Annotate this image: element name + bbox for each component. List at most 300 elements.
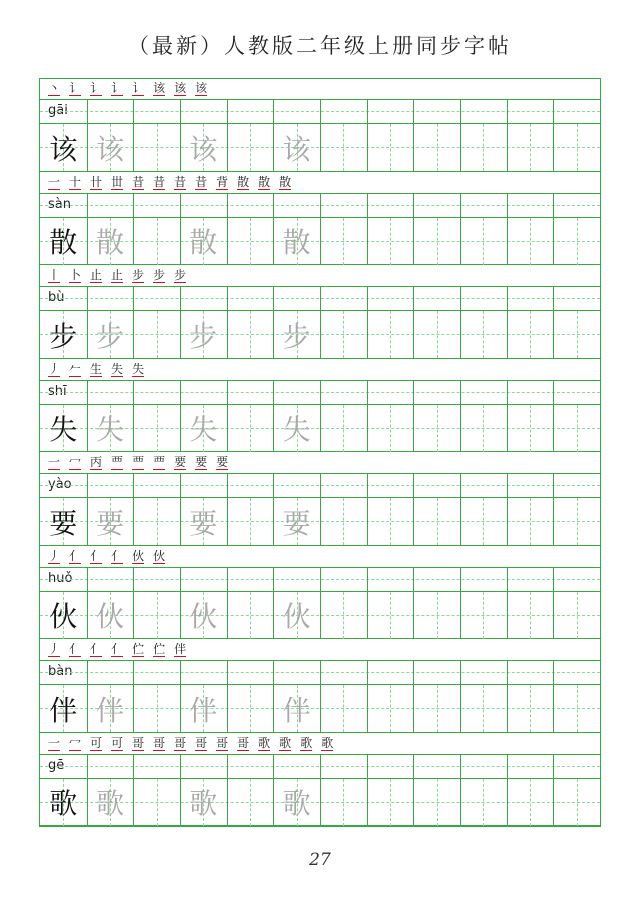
grid-center-line	[250, 218, 251, 265]
grid-center-line	[250, 124, 251, 171]
stroke-step: 生	[90, 361, 103, 376]
model-character: 散	[49, 226, 78, 259]
grid-line	[413, 592, 414, 639]
stroke-step: 步	[132, 268, 145, 282]
stroke-step: 𠂉	[69, 361, 82, 376]
grid-line	[87, 100, 88, 123]
grid-line	[87, 568, 88, 591]
grid-line	[320, 568, 321, 591]
trace-character: 该	[282, 132, 311, 166]
grid-line	[133, 287, 134, 310]
grid-center-line	[437, 685, 438, 732]
stroke-step: 昔	[195, 174, 208, 189]
grid-center-line	[437, 311, 438, 358]
grid-center-line	[437, 592, 438, 639]
grid-line	[87, 474, 88, 497]
grid-line	[87, 661, 88, 684]
stroke-step: 亻	[111, 548, 124, 563]
grid-line	[553, 779, 554, 826]
pinyin-label: gē	[48, 757, 65, 773]
grid-line	[553, 100, 554, 123]
grid-line	[227, 287, 228, 310]
grid-line	[507, 287, 508, 310]
stroke-step: 可	[90, 735, 103, 750]
grid-center-line	[390, 592, 391, 639]
model-character: 步	[49, 319, 78, 353]
character-block	[40, 640, 600, 734]
grid-line	[367, 685, 368, 732]
grid-center-line	[437, 124, 438, 171]
grid-line	[367, 194, 368, 217]
character-block	[40, 547, 600, 641]
grid-line	[367, 592, 368, 639]
grid-center-line	[157, 779, 158, 826]
grid-center-line	[390, 311, 391, 358]
stroke-step: 散	[237, 174, 250, 189]
stroke-step: 歌	[258, 735, 271, 750]
grid-center-line	[250, 498, 251, 545]
grid-center-line	[530, 498, 531, 545]
grid-line	[460, 474, 461, 497]
grid-line	[367, 779, 368, 826]
grid-line	[553, 124, 554, 171]
grid-line	[320, 311, 321, 358]
trace-character: 伙	[282, 600, 311, 633]
grid-line	[413, 661, 414, 684]
grid-center-line	[530, 779, 531, 826]
stroke-order-row	[40, 79, 600, 100]
stroke-order-row	[40, 360, 600, 381]
character-block	[40, 266, 600, 360]
grid-center-line	[530, 124, 531, 171]
stroke-step: 讠	[69, 81, 82, 95]
grid-center-line	[483, 405, 484, 452]
grid-center-line	[577, 779, 578, 826]
stroke-step: 冖	[69, 735, 82, 750]
grid-line	[227, 474, 228, 497]
grid-center-line	[390, 405, 391, 452]
stroke-step: 卜	[69, 268, 82, 282]
grid-line	[180, 661, 181, 684]
grid-line	[273, 661, 274, 684]
stroke-step: 歌	[279, 735, 292, 750]
grid-line	[133, 100, 134, 123]
grid-center-line	[343, 685, 344, 732]
grid-center-line	[483, 592, 484, 639]
grid-line	[460, 755, 461, 778]
grid-center-line	[390, 498, 391, 545]
stroke-step: 背	[216, 174, 229, 189]
grid-line	[133, 685, 134, 732]
writing-row	[40, 218, 600, 266]
grid-center-line	[483, 124, 484, 171]
stroke-step: 要	[216, 455, 229, 469]
grid-line	[367, 218, 368, 265]
grid-line	[507, 474, 508, 497]
grid-center-line	[250, 592, 251, 639]
trace-character: 要	[95, 506, 124, 540]
grid-line	[413, 381, 414, 404]
grid-line	[507, 498, 508, 545]
grid-center-line	[530, 311, 531, 358]
grid-center-line	[157, 218, 158, 265]
trace-character: 该	[95, 132, 124, 166]
grid-line	[320, 194, 321, 217]
grid-center-line	[157, 124, 158, 171]
trace-character: 步	[282, 319, 311, 353]
grid-center-line	[157, 311, 158, 358]
grid-line	[367, 287, 368, 310]
pinyin-row	[40, 474, 600, 498]
pinyin-label: shī	[48, 383, 67, 399]
grid-line	[133, 405, 134, 452]
grid-line	[133, 194, 134, 217]
page-number: 27	[309, 850, 331, 870]
grid-center-line	[390, 218, 391, 265]
grid-center-line	[343, 592, 344, 639]
stroke-step: 步	[174, 268, 187, 282]
grid-line	[227, 498, 228, 545]
writing-row	[40, 592, 600, 640]
model-character: 该	[49, 132, 78, 166]
grid-line	[460, 592, 461, 639]
grid-center-line	[343, 498, 344, 545]
stroke-step: 讠	[90, 81, 103, 95]
grid-line	[553, 287, 554, 310]
grid-line	[367, 568, 368, 591]
trace-character: 步	[95, 319, 124, 353]
grid-line	[553, 194, 554, 217]
stroke-order-row	[40, 453, 600, 474]
trace-character: 歌	[189, 787, 218, 820]
grid-center-line	[577, 685, 578, 732]
trace-character: 伴	[189, 693, 218, 727]
grid-line	[553, 592, 554, 639]
grid-line	[413, 405, 414, 452]
stroke-step: 伫	[132, 642, 145, 656]
grid-line	[180, 381, 181, 404]
grid-line	[413, 124, 414, 171]
grid-line	[460, 498, 461, 545]
stroke-order-row	[40, 640, 600, 661]
stroke-step: 卄	[90, 174, 103, 189]
stroke-step: 昔	[174, 174, 187, 189]
grid-line	[507, 755, 508, 778]
grid-line	[413, 498, 414, 545]
trace-character: 伙	[189, 600, 218, 633]
trace-character: 散	[95, 226, 124, 259]
grid-line	[320, 100, 321, 123]
grid-center-line	[483, 218, 484, 265]
pinyin-label: gāi	[48, 103, 68, 118]
grid-center-line	[577, 311, 578, 358]
grid-line	[320, 755, 321, 778]
grid-line	[507, 311, 508, 358]
grid-center-line	[343, 405, 344, 452]
grid-line	[367, 381, 368, 404]
pinyin-label: bàn	[48, 664, 73, 679]
pinyin-label: huǒ	[48, 570, 73, 586]
trace-character: 失	[95, 413, 124, 446]
model-character: 歌	[49, 787, 78, 820]
grid-line	[87, 194, 88, 217]
grid-line	[507, 661, 508, 684]
stroke-step: 哥	[216, 735, 229, 750]
grid-line	[460, 661, 461, 684]
grid-center-line	[157, 405, 158, 452]
stroke-step: 哥	[195, 735, 208, 750]
grid-line	[180, 194, 181, 217]
grid-line	[507, 218, 508, 265]
grid-center-line	[530, 685, 531, 732]
pinyin-label: bù	[48, 290, 65, 305]
stroke-step: 可	[111, 735, 124, 750]
grid-line	[553, 568, 554, 591]
stroke-step: 丿	[48, 548, 61, 563]
stroke-step: 讠	[132, 81, 145, 95]
writing-row	[40, 311, 600, 359]
trace-character: 散	[282, 226, 311, 259]
grid-line	[507, 685, 508, 732]
grid-line	[320, 592, 321, 639]
stroke-step: 伙	[153, 548, 166, 563]
grid-line	[460, 124, 461, 171]
grid-line	[413, 287, 414, 310]
stroke-order-row	[40, 266, 600, 287]
stroke-step: 冖	[69, 455, 82, 469]
grid-center-line	[250, 685, 251, 732]
grid-line	[320, 661, 321, 684]
writing-row	[40, 498, 600, 546]
grid-line	[460, 311, 461, 358]
stroke-step: 哥	[174, 735, 187, 750]
grid-line	[507, 405, 508, 452]
stroke-step: 十	[69, 174, 82, 189]
stroke-order-row	[40, 547, 600, 568]
writing-row	[40, 685, 600, 733]
grid-line	[460, 685, 461, 732]
character-block	[40, 79, 600, 173]
grid-center-line	[250, 779, 251, 826]
grid-line	[367, 124, 368, 171]
grid-line	[413, 755, 414, 778]
grid-line	[273, 381, 274, 404]
grid-line	[133, 592, 134, 639]
grid-line	[133, 661, 134, 684]
grid-line	[227, 568, 228, 591]
grid-line	[320, 474, 321, 497]
grid-center-line	[483, 498, 484, 545]
grid-line	[133, 568, 134, 591]
grid-center-line	[250, 405, 251, 452]
grid-line	[133, 498, 134, 545]
stroke-step: 歌	[300, 735, 313, 750]
grid-line	[553, 311, 554, 358]
grid-center-line	[343, 218, 344, 265]
character-block	[40, 453, 600, 547]
stroke-step: 亻	[69, 642, 82, 656]
pinyin-row	[40, 194, 600, 218]
grid-line	[320, 381, 321, 404]
stroke-step: 丨	[48, 268, 61, 282]
grid-line	[133, 755, 134, 778]
stroke-step: 亻	[90, 548, 103, 563]
grid-center-line	[437, 498, 438, 545]
grid-line	[227, 779, 228, 826]
grid-line	[133, 124, 134, 171]
grid-line	[413, 100, 414, 123]
grid-line	[367, 474, 368, 497]
grid-line	[367, 498, 368, 545]
grid-center-line	[437, 218, 438, 265]
grid-line	[180, 568, 181, 591]
trace-character: 步	[189, 319, 218, 353]
grid-line	[367, 405, 368, 452]
stroke-step: 覀	[153, 455, 166, 469]
pinyin-label: yào	[48, 477, 72, 492]
grid-line	[367, 311, 368, 358]
writing-row	[40, 124, 600, 172]
stroke-step: 哥	[132, 735, 145, 750]
model-character: 失	[49, 413, 78, 446]
grid-line	[227, 592, 228, 639]
stroke-step: 丿	[48, 361, 61, 376]
stroke-order-row	[40, 173, 600, 194]
grid-line	[227, 755, 228, 778]
grid-line	[320, 498, 321, 545]
grid-line	[553, 661, 554, 684]
grid-line	[133, 381, 134, 404]
pinyin-row	[40, 568, 600, 592]
stroke-step: 失	[132, 361, 145, 376]
grid-center-line	[343, 779, 344, 826]
grid-line	[133, 311, 134, 358]
grid-line	[413, 685, 414, 732]
grid-center-line	[437, 405, 438, 452]
grid-center-line	[250, 311, 251, 358]
grid-line	[507, 568, 508, 591]
grid-line	[460, 194, 461, 217]
grid-line	[273, 194, 274, 217]
grid-line	[553, 381, 554, 404]
trace-character: 歌	[282, 787, 311, 820]
grid-line	[227, 405, 228, 452]
grid-line	[413, 568, 414, 591]
pinyin-label: sàn	[48, 196, 71, 212]
stroke-step: 歌	[321, 735, 334, 750]
stroke-step: 讠	[111, 81, 124, 95]
grid-line	[553, 474, 554, 497]
grid-line	[320, 287, 321, 310]
grid-line	[367, 100, 368, 123]
grid-line	[507, 194, 508, 217]
grid-line	[460, 779, 461, 826]
trace-character: 伴	[95, 693, 124, 727]
page-title: （最新）人教版二年级上册同步字帖	[128, 34, 512, 58]
stroke-order-row	[40, 734, 600, 755]
grid-center-line	[483, 685, 484, 732]
pinyin-row	[40, 100, 600, 124]
grid-center-line	[390, 124, 391, 171]
grid-line	[227, 311, 228, 358]
grid-center-line	[343, 124, 344, 171]
grid-line	[460, 381, 461, 404]
grid-line	[227, 100, 228, 123]
stroke-step: 止	[111, 268, 124, 282]
grid-line	[413, 474, 414, 497]
grid-line	[320, 405, 321, 452]
grid-center-line	[483, 311, 484, 358]
grid-line	[227, 661, 228, 684]
stroke-step: 亻	[111, 642, 124, 656]
grid-line	[320, 685, 321, 732]
trace-character: 要	[282, 506, 311, 540]
grid-center-line	[157, 592, 158, 639]
grid-line	[273, 287, 274, 310]
stroke-step: 止	[90, 268, 103, 282]
character-block	[40, 173, 600, 267]
grid-line	[133, 474, 134, 497]
stroke-step: 丶	[48, 81, 61, 95]
grid-center-line	[343, 311, 344, 358]
grid-center-line	[483, 779, 484, 826]
character-block	[40, 360, 600, 454]
grid-center-line	[530, 218, 531, 265]
grid-center-line	[390, 779, 391, 826]
grid-line	[553, 218, 554, 265]
grid-line	[273, 568, 274, 591]
grid-line	[460, 287, 461, 310]
grid-center-line	[577, 218, 578, 265]
stroke-step: 哥	[237, 735, 250, 750]
grid-line	[413, 311, 414, 358]
trace-character: 歌	[95, 787, 124, 820]
stroke-step: 亻	[90, 642, 103, 656]
grid-line	[227, 381, 228, 404]
model-character: 伙	[49, 600, 78, 633]
grid-line	[273, 474, 274, 497]
grid-line	[413, 218, 414, 265]
stroke-step: 一	[48, 735, 61, 750]
stroke-step: 哥	[153, 735, 166, 750]
grid-line	[273, 755, 274, 778]
grid-line	[460, 568, 461, 591]
stroke-step: 覀	[111, 455, 124, 469]
stroke-step: 昔	[153, 174, 166, 189]
grid-center-line	[577, 592, 578, 639]
grid-line	[460, 218, 461, 265]
trace-character: 伙	[95, 600, 124, 633]
stroke-step: 散	[258, 174, 271, 189]
stroke-step: 一	[48, 174, 61, 189]
trace-character: 失	[282, 413, 311, 446]
grid-line	[413, 779, 414, 826]
grid-line	[553, 755, 554, 778]
writing-row	[40, 779, 600, 827]
stroke-step: 昔	[132, 174, 145, 189]
grid-center-line	[157, 685, 158, 732]
grid-line	[133, 779, 134, 826]
stroke-step: 一	[48, 455, 61, 469]
grid-line	[320, 779, 321, 826]
grid-line	[180, 474, 181, 497]
model-character: 要	[49, 506, 78, 540]
grid-line	[367, 661, 368, 684]
stroke-step: 该	[174, 81, 187, 95]
stroke-step: 伴	[174, 642, 187, 656]
grid-line	[460, 405, 461, 452]
stroke-step: 亻	[69, 548, 82, 563]
